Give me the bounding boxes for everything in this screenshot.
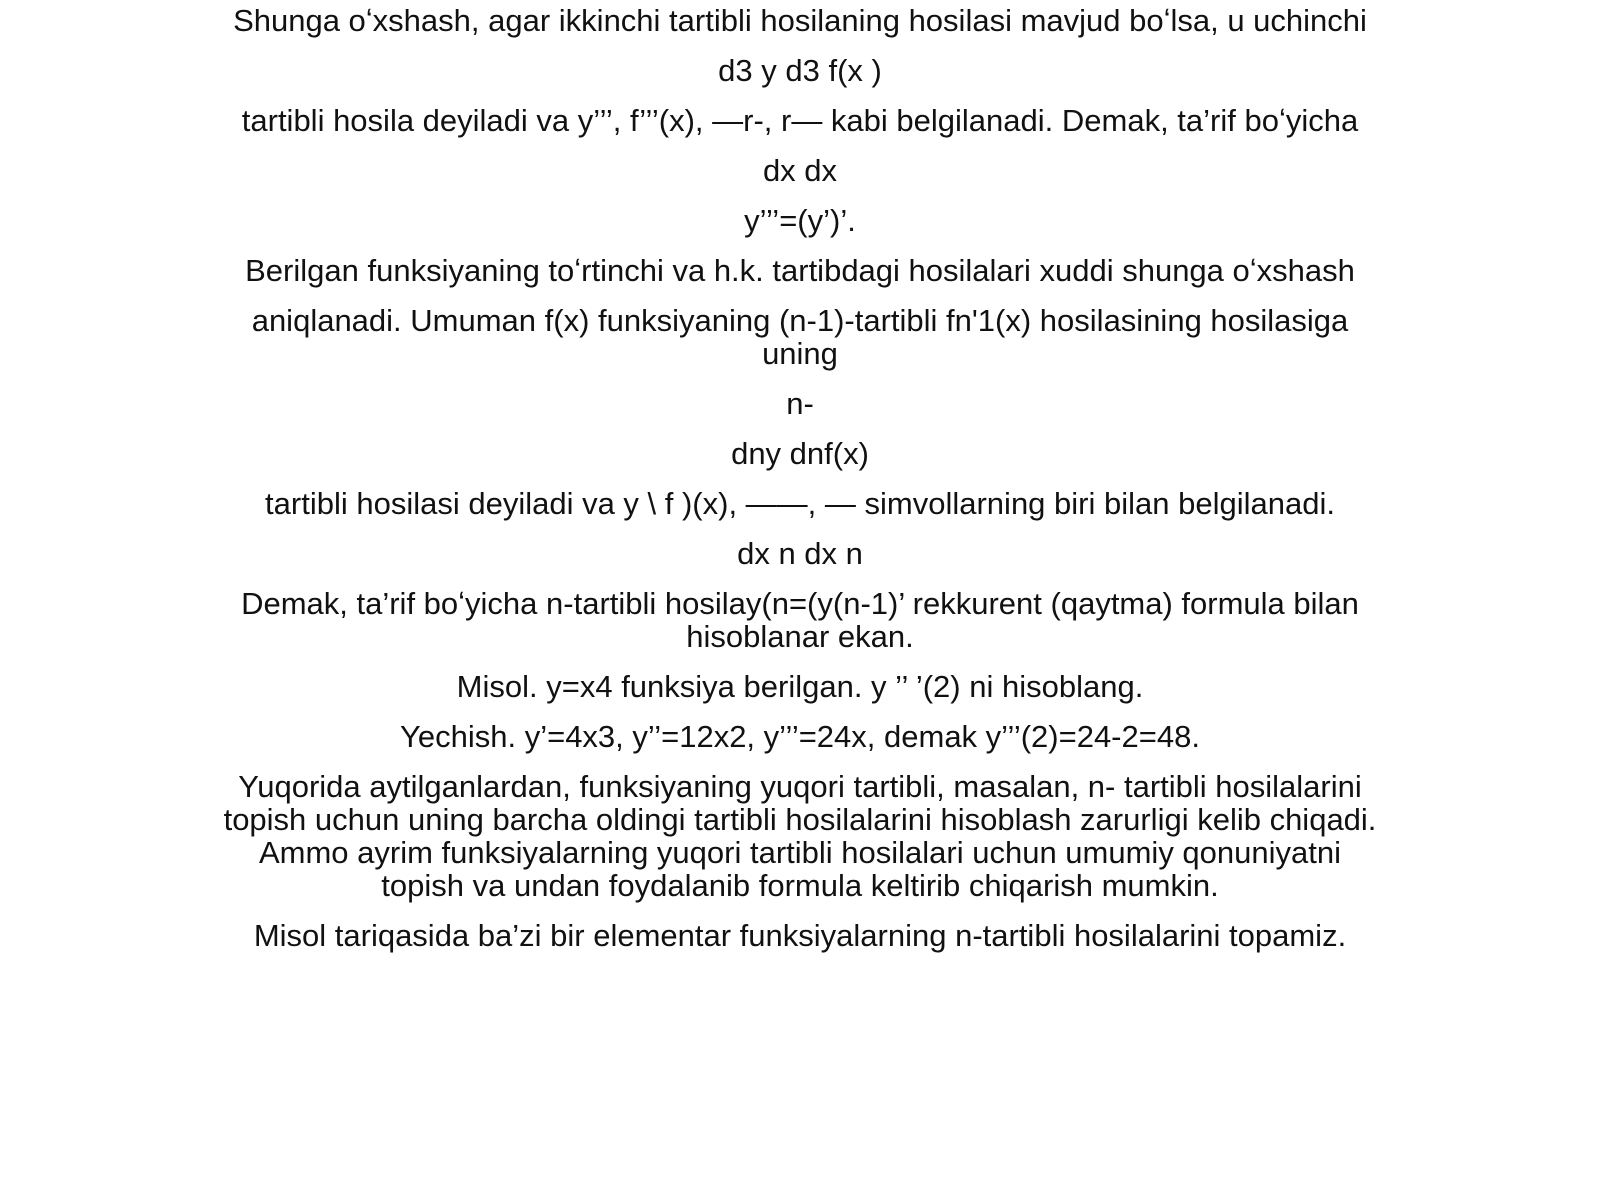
paragraph-example: Misol. y=x4 funksiya berilgan. y ’’ ’(2) ni hisoblang. xyxy=(456,669,1144,704)
paragraph-solution: Yechish. y’=4x3, y’’=12x2, y’’’=24x, demak y’’’(2)=24-2=48. xyxy=(400,719,1200,754)
paragraph-intro: Shunga oʻxshash, agar ikkinchi tartibli hosilaning hosilasi mavjud boʻlsa, u uchinchi xyxy=(233,3,1367,38)
paragraph-recurrence: Demak, ta’rif boʻyicha n-tartibli hosilay(n=(y(n-1)’ rekkurent (qaytma) formula bilan hisoblanar ekan. xyxy=(241,586,1359,654)
paragraph-higher-orders: Berilgan funksiyaning toʻrtinchi va h.k. tartibdagi hosilalari xuddi shunga oʻxshash xyxy=(245,253,1355,288)
paragraph-general-rule: Yuqorida aytilganlardan, funksiyaning yuqori tartibli, masalan, n- tartibli hosilalarini topish uchun uning barcha oldingi tartibli hosilalarini hisoblash zarurligi kelib chiqadi. Ammo ayrim funksiyalarning yuqori tartibli hosilalari uchun umumiy qonuniyatni topish va undan foydalanib formula keltirib chiqarish mumkin. xyxy=(223,769,1377,903)
paragraph-nth-definition: aniqlanadi. Umuman f(x) funksiyaning (n-1)-tartibli fn'1(x) hosilasining hosilasiga uning xyxy=(251,303,1349,371)
formula-n-prefix: n- xyxy=(786,386,814,421)
formula-third-derivative-denominator: dx dx xyxy=(762,153,838,188)
paragraph-closing: Misol tariqasida ba’zi bir elementar funksiyalarning n-tartibli hosilalarini topamiz. xyxy=(253,918,1347,953)
formula-third-derivative-numerator: d3 y d3 f(x ) xyxy=(718,53,882,88)
formula-nth-derivative-numerator: dny dnf(x) xyxy=(731,436,869,471)
paragraph-nth-notation: tartibli hosilasi deyiladi va y \ f )(x), ——, — simvollarning biri bilan belgilanadi. xyxy=(265,486,1335,521)
paragraph-third-derivative: tartibli hosila deyiladi va y’’’, f’’’(x), —r-, r— kabi belgilanadi. Demak, ta’rif boʻyicha xyxy=(241,103,1359,138)
formula-third-derivative-definition: y’’’=(y’)’. xyxy=(744,203,856,238)
formula-nth-derivative-denominator: dx n dx n xyxy=(737,536,863,571)
